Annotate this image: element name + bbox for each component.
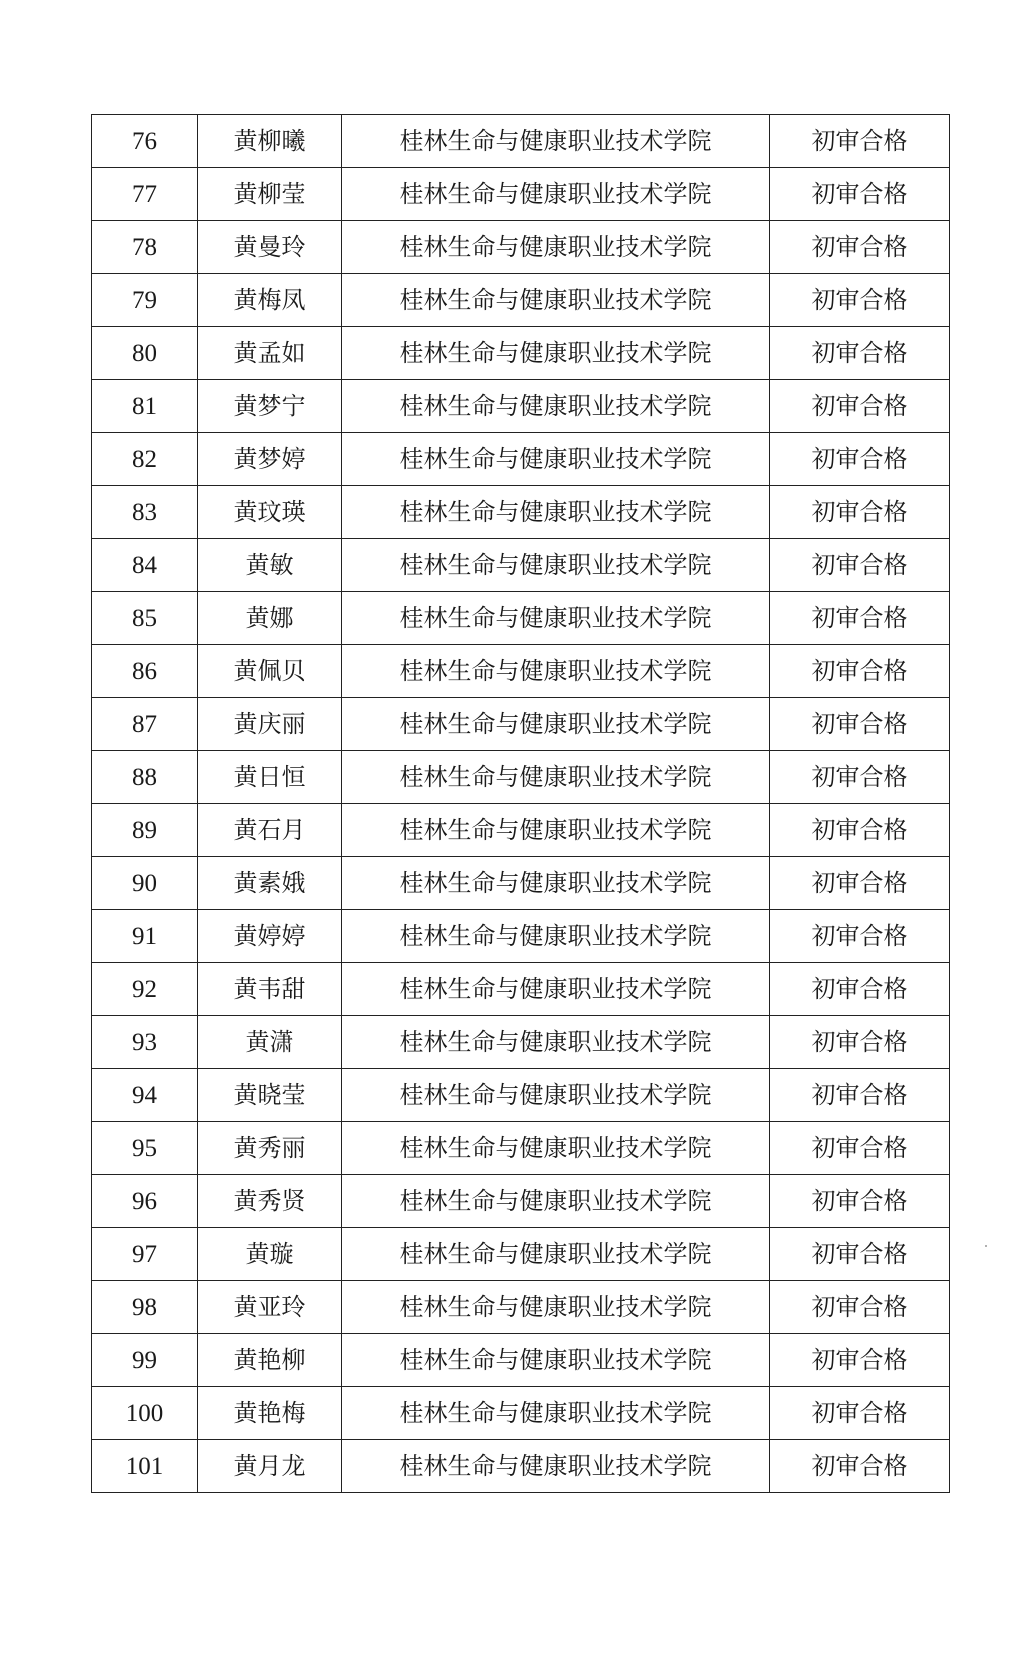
name-cell: 黄素娥	[198, 857, 342, 910]
name-cell: 黄佩贝	[198, 645, 342, 698]
name-cell: 黄婷婷	[198, 910, 342, 963]
review-status-cell: 初审合格	[770, 1387, 950, 1440]
name-cell: 黄娜	[198, 592, 342, 645]
school-cell: 桂林生命与健康职业技术学院	[342, 910, 770, 963]
table-row	[92, 486, 950, 539]
review-status-cell: 初审合格	[770, 1069, 950, 1122]
table-row	[92, 274, 950, 327]
row-number-cell: 84	[92, 539, 198, 592]
table-row	[92, 1122, 950, 1175]
row-number-cell: 90	[92, 857, 198, 910]
name-cell: 黄日恒	[198, 751, 342, 804]
review-status-cell: 初审合格	[770, 751, 950, 804]
table-row	[92, 433, 950, 486]
table-row	[92, 645, 950, 698]
review-status-cell: 初审合格	[770, 910, 950, 963]
candidate-table-body	[92, 115, 950, 1493]
row-number-cell: 93	[92, 1016, 198, 1069]
table-row	[92, 1387, 950, 1440]
review-status-cell: 初审合格	[770, 539, 950, 592]
name-cell: 黄梅凤	[198, 274, 342, 327]
row-number-cell: 96	[92, 1175, 198, 1228]
row-number-cell: 95	[92, 1122, 198, 1175]
row-number-cell: 77	[92, 168, 198, 221]
school-cell: 桂林生命与健康职业技术学院	[342, 539, 770, 592]
school-cell: 桂林生命与健康职业技术学院	[342, 1281, 770, 1334]
school-cell: 桂林生命与健康职业技术学院	[342, 1016, 770, 1069]
review-status-cell: 初审合格	[770, 1016, 950, 1069]
name-cell: 黄庆丽	[198, 698, 342, 751]
review-status-cell: 初审合格	[770, 274, 950, 327]
school-cell: 桂林生命与健康职业技术学院	[342, 115, 770, 168]
name-cell: 黄艳柳	[198, 1334, 342, 1387]
school-cell: 桂林生命与健康职业技术学院	[342, 327, 770, 380]
row-number-cell: 89	[92, 804, 198, 857]
school-cell: 桂林生命与健康职业技术学院	[342, 857, 770, 910]
row-number-cell: 79	[92, 274, 198, 327]
table-row	[92, 1281, 950, 1334]
school-cell: 桂林生命与健康职业技术学院	[342, 698, 770, 751]
name-cell: 黄月龙	[198, 1440, 342, 1493]
row-number-cell: 86	[92, 645, 198, 698]
review-status-cell: 初审合格	[770, 804, 950, 857]
school-cell: 桂林生命与健康职业技术学院	[342, 592, 770, 645]
row-number-cell: 87	[92, 698, 198, 751]
table-row	[92, 1228, 950, 1281]
row-number-cell: 82	[92, 433, 198, 486]
table-row	[92, 539, 950, 592]
school-cell: 桂林生命与健康职业技术学院	[342, 1069, 770, 1122]
review-status-cell: 初审合格	[770, 380, 950, 433]
review-status-cell: 初审合格	[770, 1122, 950, 1175]
candidate-table	[91, 114, 950, 1493]
review-status-cell: 初审合格	[770, 1281, 950, 1334]
name-cell: 黄柳曦	[198, 115, 342, 168]
table-row	[92, 1069, 950, 1122]
review-status-cell: 初审合格	[770, 115, 950, 168]
school-cell: 桂林生命与健康职业技术学院	[342, 168, 770, 221]
review-status-cell: 初审合格	[770, 963, 950, 1016]
school-cell: 桂林生命与健康职业技术学院	[342, 804, 770, 857]
school-cell: 桂林生命与健康职业技术学院	[342, 1122, 770, 1175]
table-row	[92, 168, 950, 221]
school-cell: 桂林生命与健康职业技术学院	[342, 1334, 770, 1387]
scan-speck	[985, 1245, 987, 1247]
row-number-cell: 80	[92, 327, 198, 380]
table-row	[92, 910, 950, 963]
name-cell: 黄敏	[198, 539, 342, 592]
table-row	[92, 115, 950, 168]
table-row	[92, 221, 950, 274]
review-status-cell: 初审合格	[770, 168, 950, 221]
table-row	[92, 751, 950, 804]
review-status-cell: 初审合格	[770, 857, 950, 910]
name-cell: 黄韦甜	[198, 963, 342, 1016]
review-status-cell: 初审合格	[770, 1334, 950, 1387]
name-cell: 黄秀丽	[198, 1122, 342, 1175]
review-status-cell: 初审合格	[770, 221, 950, 274]
review-status-cell: 初审合格	[770, 698, 950, 751]
name-cell: 黄柳莹	[198, 168, 342, 221]
table-row	[92, 804, 950, 857]
table-row	[92, 1175, 950, 1228]
row-number-cell: 85	[92, 592, 198, 645]
name-cell: 黄亚玲	[198, 1281, 342, 1334]
table-row	[92, 327, 950, 380]
school-cell: 桂林生命与健康职业技术学院	[342, 751, 770, 804]
school-cell: 桂林生命与健康职业技术学院	[342, 963, 770, 1016]
name-cell: 黄梦婷	[198, 433, 342, 486]
row-number-cell: 99	[92, 1334, 198, 1387]
row-number-cell: 78	[92, 221, 198, 274]
table-row	[92, 592, 950, 645]
school-cell: 桂林生命与健康职业技术学院	[342, 645, 770, 698]
row-number-cell: 100	[92, 1387, 198, 1440]
school-cell: 桂林生命与健康职业技术学院	[342, 380, 770, 433]
row-number-cell: 97	[92, 1228, 198, 1281]
row-number-cell: 83	[92, 486, 198, 539]
table-row	[92, 963, 950, 1016]
school-cell: 桂林生命与健康职业技术学院	[342, 1387, 770, 1440]
table-row	[92, 380, 950, 433]
school-cell: 桂林生命与健康职业技术学院	[342, 433, 770, 486]
name-cell: 黄石月	[198, 804, 342, 857]
school-cell: 桂林生命与健康职业技术学院	[342, 1440, 770, 1493]
table-row	[92, 1334, 950, 1387]
row-number-cell: 92	[92, 963, 198, 1016]
school-cell: 桂林生命与健康职业技术学院	[342, 486, 770, 539]
name-cell: 黄璇	[198, 1228, 342, 1281]
review-status-cell: 初审合格	[770, 433, 950, 486]
review-status-cell: 初审合格	[770, 486, 950, 539]
review-status-cell: 初审合格	[770, 327, 950, 380]
school-cell: 桂林生命与健康职业技术学院	[342, 274, 770, 327]
school-cell: 桂林生命与健康职业技术学院	[342, 1228, 770, 1281]
row-number-cell: 98	[92, 1281, 198, 1334]
name-cell: 黄玟瑛	[198, 486, 342, 539]
table-row	[92, 1016, 950, 1069]
table-row	[92, 698, 950, 751]
row-number-cell: 91	[92, 910, 198, 963]
review-status-cell: 初审合格	[770, 1440, 950, 1493]
school-cell: 桂林生命与健康职业技术学院	[342, 221, 770, 274]
review-status-cell: 初审合格	[770, 1228, 950, 1281]
table-row	[92, 1440, 950, 1493]
row-number-cell: 94	[92, 1069, 198, 1122]
name-cell: 黄秀贤	[198, 1175, 342, 1228]
name-cell: 黄孟如	[198, 327, 342, 380]
row-number-cell: 88	[92, 751, 198, 804]
name-cell: 黄曼玲	[198, 221, 342, 274]
row-number-cell: 81	[92, 380, 198, 433]
name-cell: 黄晓莹	[198, 1069, 342, 1122]
name-cell: 黄潇	[198, 1016, 342, 1069]
school-cell: 桂林生命与健康职业技术学院	[342, 1175, 770, 1228]
table-row	[92, 857, 950, 910]
row-number-cell: 76	[92, 115, 198, 168]
review-status-cell: 初审合格	[770, 592, 950, 645]
review-status-cell: 初审合格	[770, 645, 950, 698]
name-cell: 黄艳梅	[198, 1387, 342, 1440]
review-status-cell: 初审合格	[770, 1175, 950, 1228]
row-number-cell: 101	[92, 1440, 198, 1493]
name-cell: 黄梦宁	[198, 380, 342, 433]
